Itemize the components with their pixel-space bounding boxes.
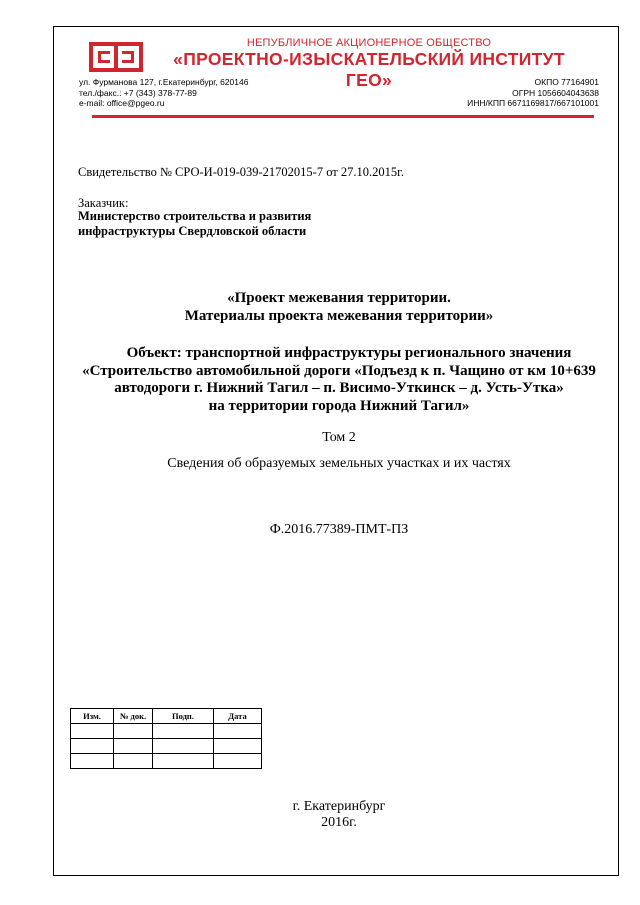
revision-stamp-table [70,708,262,769]
stamp-row [71,724,262,739]
certificate: Свидетельство № СРО-И-019-039-21702015-7 от 27.10.2015г. [78,165,404,179]
object-line-3: автодороги г. Нижний Тагил – п. Висимо-Уткинск – д. Усть-Утка» [114,380,564,396]
customer-line-2: инфраструктуры Свердловской области [78,224,307,238]
stamp-col-sign: Подп. [153,709,214,724]
object-line-4: на территории города Нижний Тагил» [208,397,470,414]
ogrn: ОГРН 1056604043638 [512,87,599,98]
inn-kpp: ИНН/КПП 6671169817/667101001 [467,98,599,108]
volume-number: Том 2 [322,430,356,445]
contact-block [79,77,248,109]
document-code: Ф.2016.77389-ПМТ-ПЗ [269,522,409,537]
org-name: «ПРОЕКТНО-ИЗЫСКАТЕЛЬСКИЙ ИНСТИТУТ ГЕО» [173,49,565,90]
org-type: НЕПУБЛИЧНОЕ АКЦИОНЕРНОЕ ОБЩЕСТВО [246,37,492,49]
okpo: ОКПО 77164901 [534,77,599,87]
stamp-col-doc: № док. [114,709,153,724]
title-line-1: «Проект межевания территории. [227,290,451,306]
phone: тел./факс.: +7 (343) 378-77-89 [79,87,197,98]
stamp-col-izm: Изм. [71,709,114,724]
header-divider [92,115,594,118]
stamp-header-row [71,709,262,724]
stamp-col-date: Дата [214,709,262,724]
customer-label: Заказчик: [78,196,129,210]
footer-city: г. Екатеринбург [292,799,386,814]
meander-logo-icon [89,42,143,72]
email: e-mail: office@pgeo.ru [79,98,165,108]
project-title [60,290,618,325]
customer-line-1: Министерство строительства и развития [78,209,312,223]
stamp-row [71,739,262,754]
volume-description: Сведения об образуемых земельных участках и их частях [167,456,511,471]
object-line-1: Объект: транспортной инфраструктуры регионального значения [126,345,572,361]
footer [60,799,618,831]
object-description [60,345,618,415]
stamp-row [71,754,262,769]
object-line-2: «Строительство автомобильной дороги «Подъезд к п. Чащино от км 10+639 [82,362,596,379]
title-line-2: Материалы проекта межевания территории» [184,307,494,324]
footer-year: 2016г. [321,815,357,830]
registry-block [467,77,599,109]
customer-name [78,209,311,239]
address: ул. Фурманова 127, г.Екатеринбург, 620146 [79,77,249,87]
